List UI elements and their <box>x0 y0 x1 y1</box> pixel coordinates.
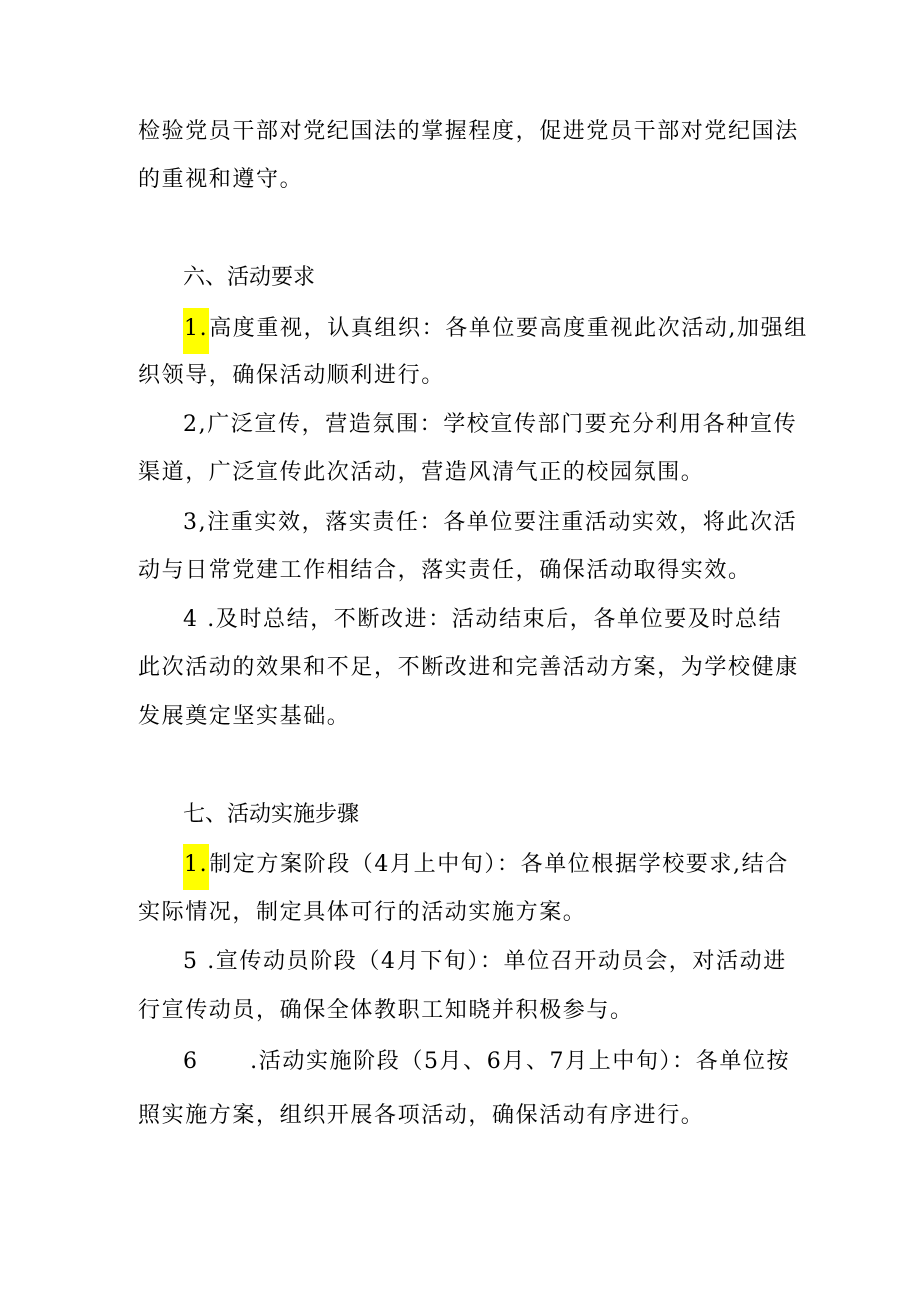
section-6-item-4-line-1 <box>183 605 782 635</box>
section-7-item-5-line-2: 行宣传动员，确保全体教职工知晓并积极参与。 <box>138 998 634 1023</box>
section-6-item-1-line-1 <box>183 314 808 344</box>
section-6-item-2-line-2: 渠道，广泛宣传此次活动，营造风清气正的校园氛围。 <box>138 460 705 485</box>
item-text: 制定方案阶段（4月上中旬）：各单位根据学校要求,结合 <box>209 852 789 877</box>
section-6-item-1-line-2: 织领导，确保活动顺利进行。 <box>138 363 445 388</box>
item-number: 5 <box>183 949 199 974</box>
highlighted-number: 1. <box>183 844 209 890</box>
section-7-item-1-line-1 <box>183 850 789 880</box>
section-6-item-4-line-3: 发展奠定坚实基础。 <box>138 704 351 729</box>
intro-line-2: 的重视和遵守。 <box>138 167 304 192</box>
item-number: 4 <box>183 607 199 632</box>
section-7-item-1-line-2: 实际情况，制定具体可行的活动实施方案。 <box>138 900 587 925</box>
section-6-item-2-line-1 <box>183 410 797 440</box>
item-number: 2, <box>183 412 208 437</box>
item-text: 广泛宣传，营造氛围：学校宣传部门要充分利用各种宣传 <box>207 412 798 437</box>
section-7-item-6-line-2: 照实施方案，组织开展各项活动，确保活动有序进行。 <box>138 1103 705 1128</box>
section-7-item-6-line-1 <box>183 1047 790 1077</box>
section-6-item-3-line-1 <box>183 508 797 538</box>
item-text: .宣传动员阶段（4月下旬）：单位召开动员会，对活动进 <box>198 949 787 974</box>
highlighted-number: 1. <box>183 308 209 354</box>
section-6-item-3-line-2: 动与日常党建工作相结合，落实责任，确保活动取得实效。 <box>138 558 752 583</box>
item-number: 6 <box>183 1049 199 1074</box>
item-text: 高度重视，认真组织：各单位要高度重视此次活动,加强组 <box>209 316 808 341</box>
item-text: .活动实施阶段（5月、6月、7月上中旬）：各单位按 <box>198 1049 791 1074</box>
section-6-item-4-line-2: 此次活动的效果和不足，不断改进和完善活动方案，为学校健康 <box>138 655 799 680</box>
section-6-heading: 六、活动要求 <box>183 265 316 290</box>
item-text: 注重实效，落实责任：各单位要注重活动实效，将此次活 <box>207 510 798 535</box>
item-number: 3, <box>183 510 208 535</box>
item-text: .及时总结，不断改进：活动结束后，各单位要及时总结 <box>198 607 783 632</box>
intro-line-1: 检验党员干部对党纪国法的掌握程度，促进党员干部对党纪国法 <box>138 119 799 144</box>
section-7-heading: 七、活动实施步骤 <box>183 802 360 827</box>
section-7-item-5-line-1 <box>183 947 787 977</box>
